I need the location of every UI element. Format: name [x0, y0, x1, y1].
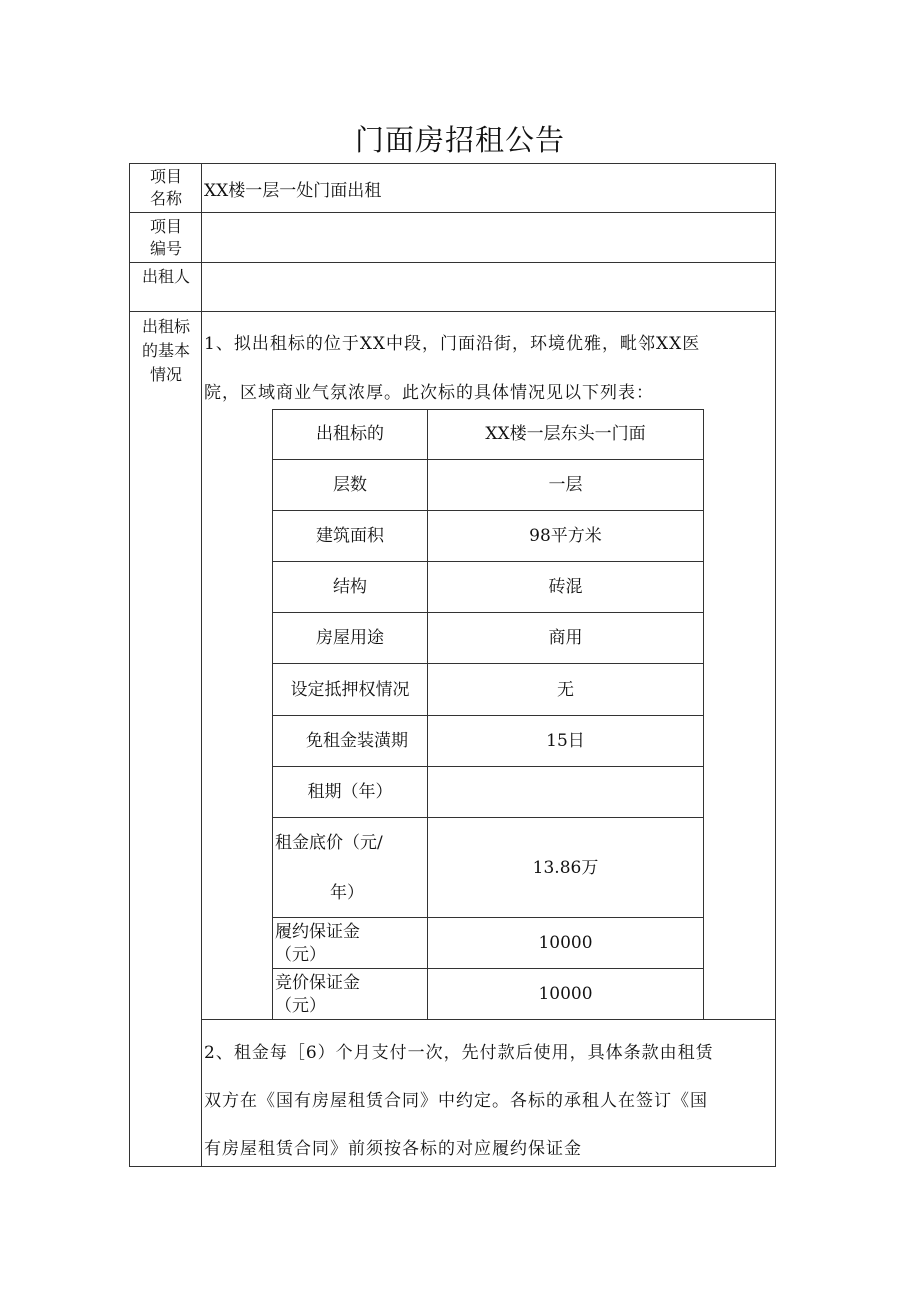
paragraph-1-line2: 院，区域商业气氛浓厚。此次标的具体情况见以下列表： — [204, 383, 654, 403]
inner-key-area: 建筑面积 — [316, 526, 384, 546]
inner-value-rent-free: 15日 — [546, 731, 585, 751]
inner-bottom-border — [201, 1019, 776, 1020]
paragraph-2-line2: 双方在《国有房屋租赁合同》中约定。各标的承租人在签订《国 — [204, 1091, 708, 1111]
project-no-label-line2: 编号 — [149, 239, 182, 258]
inner-key-rent-free: 免租金装潢期 — [306, 731, 408, 751]
inner-key-performance-bond-line2: （元） — [275, 945, 326, 965]
basic-label-line2: 的基本 — [141, 341, 190, 360]
outer-label-divider — [201, 163, 202, 1167]
inner-row-divider — [272, 510, 704, 511]
row-divider — [129, 311, 776, 312]
inner-key-usage: 房屋用途 — [316, 628, 384, 648]
inner-row-divider — [272, 612, 704, 613]
inner-key-rent-base-line1: 租金底价（元/ — [275, 833, 383, 853]
inner-key-bid-bond-line2: （元） — [275, 996, 326, 1016]
inner-row-divider — [272, 561, 704, 562]
project-name-label-line2: 名称 — [149, 189, 182, 208]
inner-value-structure: 砖混 — [548, 577, 583, 597]
row-divider — [129, 262, 776, 263]
paragraph-2-line1: 2、租金每［6）个月支付一次，先付款后使用，具体条款由租赁 — [204, 1043, 714, 1063]
outer-left-border — [129, 163, 130, 1167]
inner-key-rent-base-line2: 年） — [330, 883, 364, 903]
inner-top-border — [272, 409, 704, 410]
inner-row-divider — [272, 715, 704, 716]
inner-value-performance-bond: 10000 — [538, 933, 593, 953]
outer-top-border — [129, 163, 776, 164]
inner-row-divider — [272, 968, 704, 969]
inner-key-floors: 层数 — [333, 475, 367, 495]
paragraph-2-line3: 有房屋租赁合同》前须按各标的对应履约保证金 — [204, 1139, 582, 1159]
inner-value-bid-bond: 10000 — [538, 984, 593, 1004]
outer-bottom-border — [129, 1166, 776, 1167]
inner-key-lease-term: 租期（年） — [307, 782, 393, 802]
inner-row-divider — [272, 817, 704, 818]
inner-value-lease-object: XX楼一层东头一门面 — [485, 424, 646, 444]
inner-value-usage: 商用 — [548, 628, 583, 648]
inner-value-floors: 一层 — [548, 475, 583, 495]
paragraph-1-line1: 1、拟出租标的位于XX中段，门面沿街，环境优雅，毗邻XX医 — [204, 334, 701, 354]
inner-row-divider — [272, 663, 704, 664]
inner-key-structure: 结构 — [333, 577, 367, 597]
page-title: 门面房招租公告 — [354, 123, 565, 157]
basic-label-line1: 出租标 — [141, 317, 190, 336]
basic-label-line3: 情况 — [149, 365, 182, 384]
inner-row-divider — [272, 766, 704, 767]
project-name-value: XX楼一层一处门面出租 — [204, 181, 382, 201]
project-name-label-line1: 项目 — [149, 167, 182, 186]
inner-key-performance-bond-line1: 履约保证金 — [275, 922, 360, 942]
inner-row-divider — [272, 459, 704, 460]
inner-key-bid-bond-line1: 竞价保证金 — [275, 973, 360, 993]
inner-value-area: 98平方米 — [529, 526, 602, 546]
outer-right-border — [775, 163, 776, 1167]
inner-key-lease-object: 出租标的 — [316, 424, 384, 444]
row-divider — [129, 212, 776, 213]
inner-value-mortgage: 无 — [557, 680, 574, 700]
inner-row-divider — [272, 917, 704, 918]
lessor-label: 出租人 — [141, 267, 190, 286]
inner-key-mortgage: 设定抵押权情况 — [290, 680, 410, 700]
inner-value-rent-base: 13.86万 — [532, 858, 599, 878]
project-no-label-line1: 项目 — [149, 217, 182, 236]
